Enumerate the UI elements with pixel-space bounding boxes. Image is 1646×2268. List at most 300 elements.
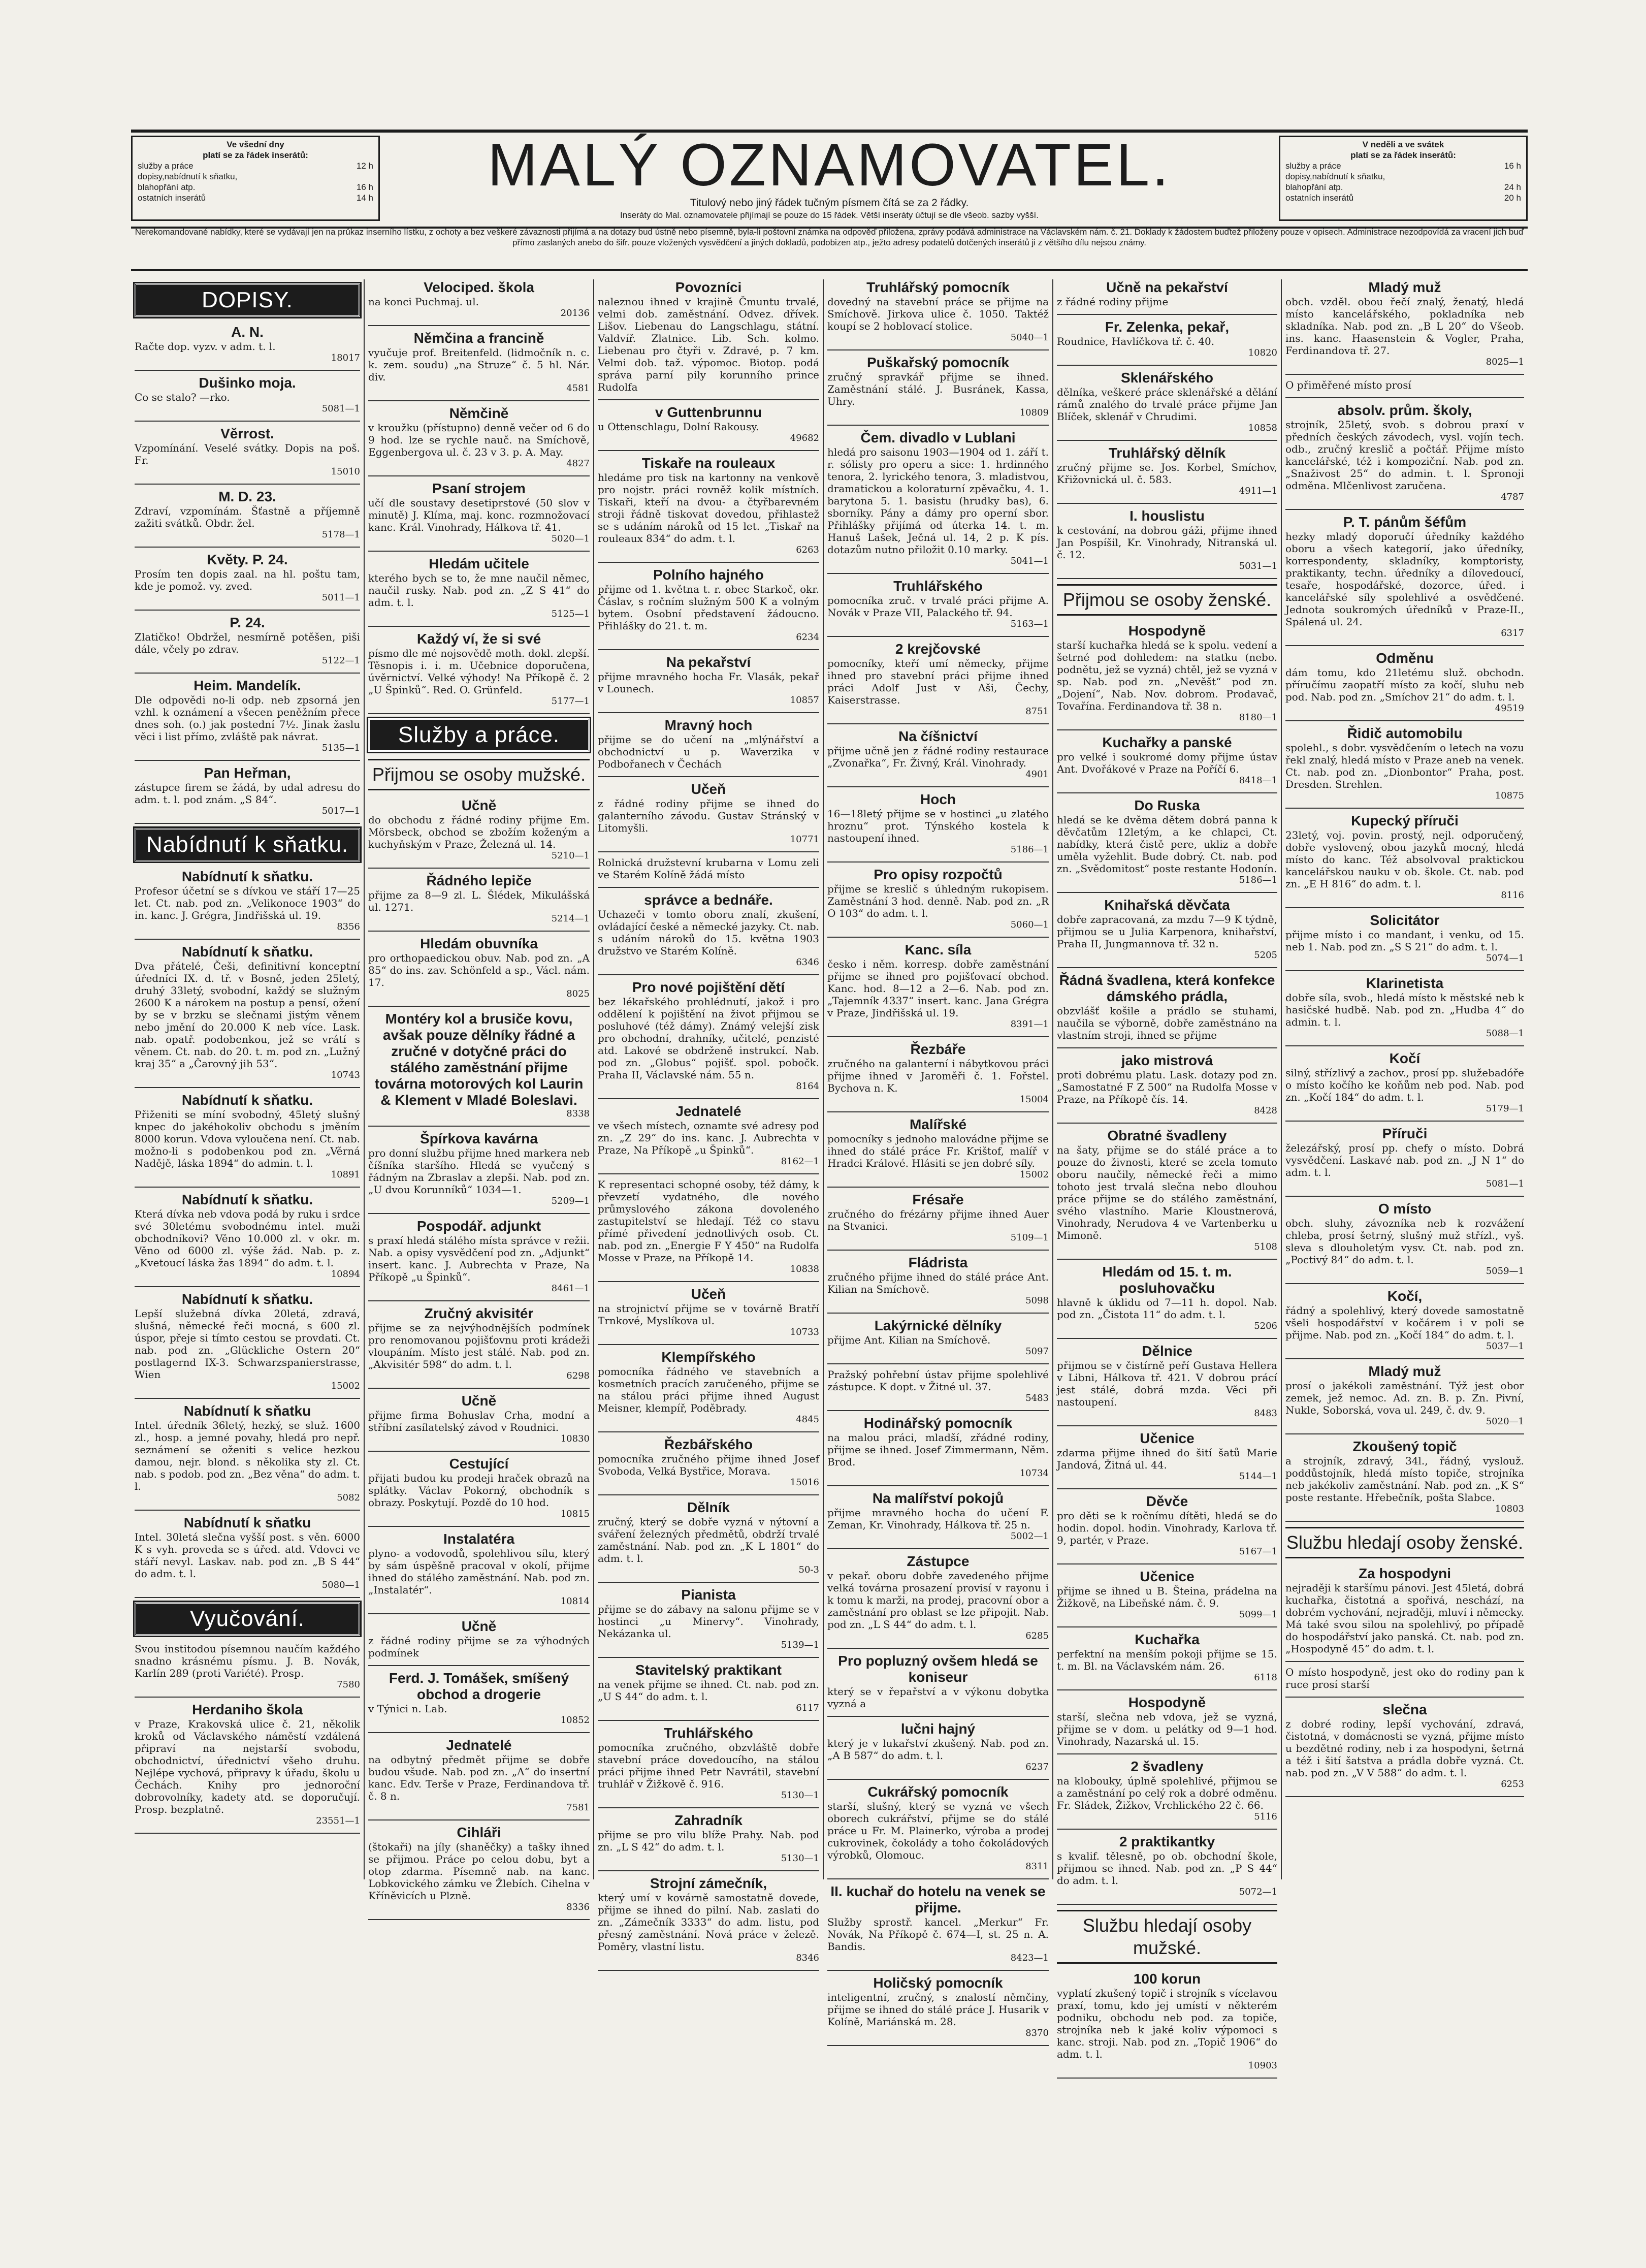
classified-ad bbox=[827, 1553, 1049, 1642]
page-title: MALÝ OZNAMOVATEL. bbox=[487, 132, 1172, 199]
ad-divider bbox=[827, 1878, 1049, 1879]
ad-text: Která dívka neb vdova podá by ruku i srdce své 30letému svobodnému intel. muži obchodníkovi? Věno 10.000 zl. v okr. m. Věno od 6000 zl. výše žád. Nab. p. z. „Kvetoucí láska žas 1894“ do adm. t. l. bbox=[135, 1208, 360, 1269]
ad-divider bbox=[1057, 440, 1277, 441]
ad-heading: Nabídnutí k sňatku. bbox=[181, 944, 313, 960]
ad-heading: Nabídnutí k sňatku bbox=[183, 1403, 311, 1419]
ad-reference-number: 8164 bbox=[796, 1081, 819, 1092]
ad-heading: Truhlářský dělník bbox=[1108, 445, 1226, 461]
classified-ad bbox=[598, 404, 819, 444]
classified-ad bbox=[827, 791, 1049, 855]
ad-divider bbox=[598, 712, 819, 713]
rate-row: ostatních inserátů 14 h bbox=[138, 193, 373, 203]
ad-heading: Na pekařství bbox=[666, 654, 751, 670]
ad-divider bbox=[135, 939, 360, 940]
ad-reference-number: 5167—1 bbox=[1239, 1546, 1277, 1557]
ad-heading: Pianista bbox=[681, 1587, 736, 1603]
ad-reference-number: 5080—1 bbox=[321, 1580, 360, 1590]
ad-heading: Pro nové pojištění dětí bbox=[632, 979, 785, 995]
ad-divider bbox=[1285, 1196, 1524, 1197]
weekday-rate-box bbox=[131, 136, 380, 221]
ad-text: přijme se do zábavy na salonu přijme se v hostinci „u Minervy“. Vinohrady, Nekázanka ul. bbox=[598, 1603, 819, 1640]
ad-heading: Klarinetista bbox=[1366, 975, 1444, 991]
ad-heading: Polního hajného bbox=[653, 567, 764, 583]
ad-reference-number: 7581 bbox=[566, 1802, 590, 1813]
title-block bbox=[395, 134, 1264, 221]
classified-ad bbox=[135, 1192, 360, 1280]
classified-ad bbox=[368, 1670, 590, 1726]
classified-ad bbox=[368, 631, 590, 707]
ad-reference-number: 10894 bbox=[331, 1269, 360, 1280]
ad-reference-number: 4911—1 bbox=[1239, 486, 1277, 496]
ad-text: na odbytný předmět přijme se dobře budou všude. Nab. pod zn. „A“ do insertní kanc. Edv. Terše v Praze, Ferdinandova tř. č. 8 n. bbox=[368, 1753, 590, 1802]
ad-heading: Hospodyně bbox=[1128, 1695, 1206, 1710]
ad-reference-number: 10815 bbox=[560, 1509, 590, 1519]
ad-text: pomocníka řádného ve stavebních a kosmetních pracích zaručeného, přijme se na stálou práci přijme ihned August Meisner, klempíř, Poděbrady. bbox=[598, 1365, 819, 1414]
classified-ad bbox=[135, 765, 360, 817]
ad-divider bbox=[135, 760, 360, 761]
ad-heading: Fládrista bbox=[908, 1255, 968, 1270]
ad-reference-number: 5059—1 bbox=[1486, 1266, 1524, 1276]
classified-ad bbox=[368, 873, 590, 924]
ad-reference-number: 8428 bbox=[1254, 1105, 1277, 1116]
classified-ad bbox=[368, 330, 590, 394]
ad-divider bbox=[598, 1281, 819, 1282]
ad-divider bbox=[598, 649, 819, 650]
ad-heading: slečna bbox=[1382, 1702, 1427, 1717]
ad-text: na klobouky, úplně spolehlivé, přijmou se a zaměstnání po celý rok a dobré odměnu. Fr. Sládek, Žižkov, Vrchlického 22 č. 66. bbox=[1057, 1775, 1277, 1811]
ad-column-3 bbox=[593, 279, 823, 1963]
ad-reference-number: 5099—1 bbox=[1239, 1609, 1277, 1620]
ad-text: přijme Ant. Kilian na Smíchově. bbox=[827, 1334, 991, 1346]
ad-text: v Týnici n. Lab. bbox=[368, 1703, 447, 1715]
classified-ad bbox=[1285, 813, 1524, 901]
ad-heading: Řádná švadlena, která konfekce dámského prádla, bbox=[1059, 972, 1275, 1004]
ad-reference-number: 6263 bbox=[796, 545, 819, 555]
ad-text: vyplatí zkušený topič i strojník s vícelavou praxí, tomu, kdo jej umístí v některém podniku, obchodu neb pod. za topiče, strojníka neb k jaké koliv výpomoci s kanc. stroji. Nab. pod zn. „Topič 1906“ do adm. t. l. bbox=[1057, 1987, 1277, 2060]
ad-heading: Hledám obuvníka bbox=[420, 936, 538, 951]
ad-heading: Řezbářského bbox=[664, 1436, 753, 1452]
ad-divider bbox=[368, 1665, 590, 1666]
ad-text: naleznou ihned v krajině Čmuntu trvalé, velmi dob. zaměstnání. Odvez. dřívek. Lišov. Liebenau do Langschlagu, státní. Valdvíř. Zlatnice. Lib. Sch. kolmo. Liebenau pro čtyři v. Zdravé, p. 7 km. Velmi dob. taž. výpomoc. Biotop. podá správa parní pily korunního prince Rudolfa bbox=[598, 296, 819, 393]
ad-reference-number: 10771 bbox=[790, 834, 819, 845]
ad-heading: Němčina a francině bbox=[413, 330, 544, 346]
ad-text: (štokaři) na jíly (shaněčky) a tašky ihned se přijmou. Práce po celou dobu, byt a otop zdarma. Písemně nab. na kanc. Lobkovického zámku ve Žlebích. Cihelna v Kříněvicích u Plzně. bbox=[368, 1841, 590, 1902]
classified-ad bbox=[827, 430, 1049, 567]
ad-heading: Strojní zámečník, bbox=[650, 1875, 767, 1891]
ad-heading: Špírkova kavárna bbox=[420, 1131, 538, 1146]
ad-heading: Nabídnutí k sňatku. bbox=[181, 1291, 313, 1307]
classified-ad bbox=[1057, 1834, 1277, 1898]
classified-ad bbox=[368, 1531, 590, 1607]
ad-heading: Dělník bbox=[687, 1499, 730, 1515]
classified-ad bbox=[827, 1883, 1049, 1964]
ad-heading: absolv. prům. školy, bbox=[1337, 402, 1472, 418]
classified-ad bbox=[1057, 1569, 1277, 1620]
classified-ad bbox=[1057, 1343, 1277, 1419]
ad-reference-number: 5186—1 bbox=[1010, 844, 1049, 855]
ad-text: přijme učně jen z řádné rodiny restaurace „Zvonařka“, Fr. Živný, Král. Vinohrady. bbox=[827, 745, 1049, 769]
ad-divider bbox=[1057, 1425, 1277, 1426]
classified-ad bbox=[827, 1116, 1049, 1180]
ad-divider bbox=[368, 1213, 590, 1214]
ad-reference-number: 5206 bbox=[1254, 1321, 1277, 1331]
ad-text: hlavně k úklidu od 7—11 h. dopol. Nab. pod zn. „Čistota 11“ do adm. t. l. bbox=[1057, 1296, 1277, 1321]
classified-ad bbox=[598, 979, 819, 1092]
classified-ad bbox=[368, 1737, 590, 1813]
ad-text: přijme se do učení na „mlýnářství a obchodnictví u p. Waverzika v Podbořanech v Čechách bbox=[598, 733, 819, 770]
ad-text: pro velké i soukromé domy přijme ústav Ant. Dvořákové v Praze na Poříčí 6. bbox=[1057, 751, 1277, 775]
ad-reference-number: 6234 bbox=[796, 632, 819, 643]
ad-heading: Učenice bbox=[1140, 1430, 1195, 1446]
section-heading: Přijmou se osoby ženské. bbox=[1057, 584, 1277, 616]
ad-divider bbox=[368, 1613, 590, 1614]
ad-heading: Učně na pekařství bbox=[1106, 279, 1228, 295]
classified-ad bbox=[827, 1368, 1049, 1404]
ad-text: přijme firma Bohuslav Crha, modní a stříbní zasílatelský závod v Roudnici. bbox=[368, 1409, 590, 1433]
ad-reference-number: 5135—1 bbox=[321, 743, 360, 753]
ad-divider bbox=[598, 1807, 819, 1808]
ad-heading: Nabídnutí k sňatku. bbox=[181, 1192, 313, 1207]
classified-ad bbox=[1285, 1666, 1524, 1690]
ad-reference-number: 10830 bbox=[560, 1433, 590, 1444]
ad-heading: 2 praktikantky bbox=[1119, 1834, 1215, 1849]
classified-ad bbox=[368, 405, 590, 469]
ad-divider bbox=[1285, 1661, 1524, 1662]
ad-divider bbox=[598, 1870, 819, 1871]
classified-ad bbox=[827, 1415, 1049, 1479]
ad-reference-number: 8391—1 bbox=[1010, 1019, 1049, 1030]
ad-heading: Řezbáře bbox=[910, 1041, 966, 1057]
ad-divider bbox=[1285, 1121, 1524, 1122]
ad-reference-number: 6298 bbox=[566, 1370, 590, 1381]
ad-text: Lepší služebná dívka 20letá, zdravá, slušná, německé řeči mocná, s 600 zl. úspor, přeje si tímto cestou se provdati. Ct. nab. pod zn. „Glückliche Ostern 20“ postlagernd IX-3. Schwarzspanierstrasse, Wien bbox=[135, 1307, 360, 1381]
ad-reference-number: 20136 bbox=[560, 308, 590, 318]
ad-reference-number: 8338 bbox=[566, 1108, 590, 1119]
ad-column-5 bbox=[1052, 279, 1281, 2071]
ad-reference-number: 6346 bbox=[796, 957, 819, 968]
ad-text: dobře zapracovaná, za mzdu 7—9 K týdně, přijmou se u Julia Karpenora, knihařství, Praha II, Jungmannova tř. 32 n. bbox=[1057, 913, 1277, 950]
ad-divider bbox=[598, 776, 819, 777]
ad-heading: Učně bbox=[461, 797, 497, 813]
ad-reference-number: 5483 bbox=[1025, 1393, 1049, 1403]
ad-divider bbox=[1057, 503, 1277, 504]
ad-reference-number: 5040—1 bbox=[1010, 332, 1049, 343]
ad-divider bbox=[1057, 365, 1277, 366]
classified-ad bbox=[598, 1349, 819, 1425]
ad-reference-number: 8162—1 bbox=[781, 1156, 819, 1167]
ad-text: hezky mladý doporučí úředníky každého oboru a všech kategorií, jako úředníky, korrespondenty, skladníky, komptoristy, praktikanty, techn. úředníky a dílovedoucí, tesaře, hospodářské, dozorce, úřed. i kancelářské síly spolehlivé a osvědčené. Jednota soukromých úředníků v Praze-II., Spálená ul. 24. bbox=[1285, 530, 1524, 628]
ad-divider bbox=[368, 1819, 590, 1820]
classified-ad bbox=[368, 797, 590, 861]
classified-ad bbox=[135, 426, 360, 477]
ad-reference-number: 10814 bbox=[560, 1596, 590, 1607]
ad-divider bbox=[135, 1510, 360, 1511]
ad-text: Co se stalo? —rko. bbox=[135, 391, 230, 403]
classified-ad bbox=[1285, 975, 1524, 1039]
ad-heading: Nabídnutí k sňatku. bbox=[181, 869, 313, 884]
rate-row: blahopřání atp. 24 h bbox=[1285, 182, 1521, 192]
ad-heading: Učně bbox=[461, 1393, 497, 1409]
ad-text: O místo hospodyně, jest oko do rodiny pan k ruce prosí starší bbox=[1285, 1666, 1524, 1690]
ad-text: Intel. úředník 36letý, hezký, se služ. 1600 zl., hosp. a jemné povahy, hledá pro nepř. seznámení se oženiti s velice hezkou damou, nejr. blond. s několika sty zl. Ct. nab. s podob. pod zn. „Bez věna“ do adm. t. l. bbox=[135, 1419, 360, 1492]
ad-reference-number: 6237 bbox=[1025, 1762, 1049, 1772]
rate-row: ostatních inserátů 20 h bbox=[1285, 193, 1521, 203]
ad-text: perfektní na menším pokoji přijme se 15. t. m. Bl. na Václavském nám. 26. bbox=[1057, 1648, 1277, 1672]
ad-text: na malou práci, mladší, zřádné rodiny, přijme se ihned. Josef Zimmermann, Něm. Brod. bbox=[827, 1431, 1049, 1468]
ad-text: pro donní službu přijme hned markera neb číšníka staršího. Hledá se vyučený s řádným na Zbraslav a zlepši. Nab. pod zn. „U dvou Korunníků“ 1034—1. bbox=[368, 1147, 590, 1196]
ad-divider bbox=[1285, 1358, 1524, 1359]
ad-reference-number: 6317 bbox=[1501, 628, 1524, 638]
ad-reference-number: 5017—1 bbox=[321, 806, 360, 816]
ad-divider bbox=[135, 1187, 360, 1188]
classified-ad bbox=[1057, 1493, 1277, 1557]
ad-heading: Věrrost. bbox=[220, 426, 274, 441]
ad-reference-number: 8356 bbox=[337, 921, 360, 932]
classified-ad bbox=[1057, 1264, 1277, 1332]
ad-divider bbox=[827, 723, 1049, 724]
ad-heading: Nabídnutí k sňatku. bbox=[181, 1092, 313, 1108]
classified-ad bbox=[1057, 1695, 1277, 1747]
ad-text: pro děti se k ročnímu dítěti, hledá se do hodin. dopol. hodin. Vinohrady, Karlova tř. 9, partér, v Praze. bbox=[1057, 1510, 1277, 1546]
ad-text: Služby sprostř. kancel. „Merkur“ Fr. Novák, Na Příkopě č. 674—I, st. 25 n. A. Bandis. bbox=[827, 1916, 1049, 1953]
rate-row: blahopřání atp. 16 h bbox=[138, 182, 373, 192]
ad-reference-number: 10857 bbox=[790, 695, 819, 706]
ad-divider bbox=[1285, 720, 1524, 721]
ad-heading: Frésaře bbox=[912, 1192, 964, 1207]
ad-divider bbox=[1057, 1829, 1277, 1830]
ad-divider bbox=[368, 1006, 590, 1007]
ad-text: Pražský pohřební ústav přijme spolehlivé zástupce. K dopt. v Žitné ul. 37. bbox=[827, 1368, 1049, 1393]
classified-ad bbox=[135, 944, 360, 1081]
ad-divider bbox=[1057, 967, 1277, 968]
ad-divider bbox=[598, 1494, 819, 1495]
classified-ad bbox=[598, 1662, 819, 1714]
rate-heading: V neděli a ve svátek bbox=[1362, 140, 1444, 149]
ad-divider bbox=[1285, 1283, 1524, 1284]
ad-heading: Psaní strojem bbox=[432, 481, 526, 496]
classified-ad bbox=[368, 936, 590, 1000]
ad-heading: Truhlářský pomocník bbox=[866, 279, 1010, 295]
ad-heading: Instalatéra bbox=[443, 1531, 515, 1547]
ad-heading: Děvče bbox=[1146, 1493, 1188, 1509]
classified-ad bbox=[598, 892, 819, 968]
ad-heading: v Guttenbrunnu bbox=[655, 404, 762, 420]
ad-text: na strojnictví přijme se v továrně Bratří Trnkové, Myslíkova ul. bbox=[598, 1302, 819, 1327]
ad-reference-number: 10903 bbox=[1248, 2060, 1277, 2071]
ad-reference-number: 5081—1 bbox=[1486, 1178, 1524, 1189]
ad-heading: Kupecký příruči bbox=[1351, 813, 1459, 828]
classified-ad bbox=[368, 1011, 590, 1120]
ad-divider bbox=[1285, 970, 1524, 971]
ad-heading: 2 krejčovské bbox=[895, 641, 981, 657]
classified-ad bbox=[135, 1702, 360, 1827]
ad-divider bbox=[368, 931, 590, 932]
ad-text: Intel. 30letá slečna vyšší post. s věn. 6000 K s vyh. proveda se s úřed. atd. Vdovci ve stáří nevyl. Laskav. nab. pod zn. „B S 44“ do adm. t. l. bbox=[135, 1531, 360, 1580]
ad-heading: O místo bbox=[1378, 1201, 1432, 1217]
classified-ad bbox=[827, 1318, 1049, 1357]
ad-text: prosí o jakékoli zaměstnání. Týž jest obor zemek, jež nemoc. Ad. zn. B. p. Zn. Pivní, Nukle, Soborská, vova ul. 249, č. dv. 9. bbox=[1285, 1380, 1524, 1416]
ad-divider bbox=[368, 1919, 590, 1920]
ad-heading: Fr. Zelenka, pekař, bbox=[1105, 319, 1230, 335]
ad-column-4 bbox=[823, 279, 1052, 2038]
classified-ad bbox=[827, 279, 1049, 343]
classified-ad bbox=[598, 1587, 819, 1651]
ad-reference-number: 5020—1 bbox=[1486, 1416, 1524, 1427]
ad-reference-number: 7580 bbox=[337, 1679, 360, 1690]
ad-divider bbox=[368, 400, 590, 401]
ad-reference-number: 5209—1 bbox=[551, 1196, 590, 1206]
ad-divider bbox=[135, 1697, 360, 1698]
ad-text: proti dobrému platu. Lask. dotazy pod zn. „Samostatné F Z 500“ na Rudolfa Mosse v Praze, na Příkopě čís. 14. bbox=[1057, 1069, 1277, 1105]
ad-heading: Hledám učitele bbox=[429, 556, 529, 571]
classified-ad bbox=[827, 1041, 1049, 1105]
ad-reference-number: 8346 bbox=[796, 1953, 819, 1963]
classified-ad bbox=[598, 1286, 819, 1338]
ad-heading: Mladý muž bbox=[1368, 1363, 1441, 1379]
ad-reference-number: 10852 bbox=[560, 1715, 590, 1726]
ad-divider bbox=[1285, 1697, 1524, 1698]
ad-heading: Kuchařky a panské bbox=[1102, 734, 1232, 750]
classified-ad bbox=[598, 1436, 819, 1488]
classified-ad bbox=[1285, 1702, 1524, 1790]
ad-text: přijme od 1. května t. r. obec Starkoč, okr. Čáslav, s ročním služným 500 K a volným bytem. Osobní představení žádoucno. Přihlášky do 21. t. m. bbox=[598, 583, 819, 632]
administration-notice: Nerekomandované nabídky, které se vydávají jen na průkaz inserního lístku, z ochoty a bez veškeré závaznosti přijímá a na dotazy bud ústně nebo písemně, byla-li poštovní známka na odpověď přiložena, zprávy podává administrace na Václavském nám. č. 21. Doklady k žádostem buďtež přiloženy pouze v opisech. Administrace nezodpovídá za vracení jich buď přímo zaslaných anebo do šifr. pouze vložených vysvědčení a jiných dokladů, podobizen atp., ježto adresy podatelů dotčených inserátů ji z většího dílu nejsou známy. bbox=[131, 227, 1528, 271]
ad-divider bbox=[368, 1126, 590, 1127]
section-heading: Přijmou se osoby mužské. bbox=[368, 759, 590, 790]
classified-ad bbox=[1057, 797, 1277, 886]
ad-text: zručného na galanterní i nábytkovou práci přijme ihned v Jaroměři č. 1. Fořstel. Bychova n. K. bbox=[827, 1058, 1049, 1094]
classified-ad bbox=[135, 615, 360, 666]
ad-divider bbox=[135, 1286, 360, 1287]
ad-text: hledáme pro tisk na kartonny na venkově pro nojstr. práci rovněž kolik místních. Tiskaři, kteří na dvou- a čtyřbarevném stroji řádně tiskovat dovedou, přihlastež se s udáním nároků od 15 let. „Tiskař na rouleaux 834“ do adm. t. l. bbox=[598, 471, 819, 545]
ad-text: zručného přijme ihned do stálé práce Ant. Kilian na Smíchově. bbox=[827, 1271, 1049, 1295]
ad-reference-number: 5177—1 bbox=[551, 696, 590, 707]
ad-text: Dva přátelé, Češi, definitivní konceptní úředníci IX. d. tř. v Bosně, jeden 25letý, druhý 33letý, svobodní, každý se služným 2600 K a nárokem na postup a pensí, ožení by se v brzku se slečnami jistým věnem nebo jmění do 20.000 K neb více. Lask. nab. opatř. podobenkou, jež se vrátí s věnem. Ct. nab. do 20. t. m. pod zn. „Lužný kraj 35“ a „Čarovný jih 53“. bbox=[135, 960, 360, 1070]
ad-heading: Květy. P. 24. bbox=[207, 552, 288, 567]
ad-text: ve všech místech, oznamte své adresy pod zn. „Z 29“ do ins. kanc. J. Aubrechta v Praze, Na Příkopě „u Špinků“. bbox=[598, 1120, 819, 1156]
ad-text: spolehl., s dobr. vysvědčením o letech na vozu řekl znalý, hledá místo v Praze aneb na venek. Ct. nab. pod zn. „Dionbontor“ Praha, post. Dresden. Strehlen. bbox=[1285, 742, 1524, 790]
ad-text: K representaci schopné osoby, též dámy, k převzetí vydatného, dle nového průmyslového zákona dovoleného zastupitelství se hledají. Též co stavu přímé přivedení jednotlivých osob. Ct. nab. pod zn. „Energie F Y 450“ na Rudolfa Mosse v Praze, na Příkopě 14. bbox=[598, 1178, 819, 1264]
classified-ad bbox=[368, 481, 590, 545]
classified-ad bbox=[827, 867, 1049, 931]
ad-divider bbox=[368, 1526, 590, 1527]
section-banner: DOPISY. bbox=[135, 283, 360, 317]
ad-text: Uchazeči v tomto oboru znalí, zkušení, ovládající české a německé jazyky. Ct. nab. s udáním nároků do 15. května 1903 družstvo ve Starém Kolíně. bbox=[598, 908, 819, 957]
classified-ad bbox=[135, 1291, 360, 1392]
ad-heading: Učně bbox=[461, 1618, 497, 1634]
ad-reference-number: 5097 bbox=[1025, 1346, 1049, 1357]
ad-divider bbox=[1285, 1521, 1524, 1522]
ad-divider bbox=[827, 1410, 1049, 1411]
ad-divider bbox=[1057, 2078, 1277, 2079]
ad-text: Svou institodou písemnou naučím každého snadno krásnému písmu. J. B. Novák, Karlín 289 (proti Variété). Prosp. bbox=[135, 1643, 360, 1679]
ad-reference-number: 8418—1 bbox=[1239, 775, 1277, 786]
classified-ad bbox=[1057, 370, 1277, 434]
ad-heading: Na číšnictví bbox=[898, 728, 978, 744]
ad-heading: Heim. Mandelík. bbox=[193, 678, 301, 693]
rate-row: dopisy,nabídnutí k sňatku, bbox=[1285, 172, 1385, 181]
ad-text: bez lékařského prohlédnutí, jakož i pro oddělení k pojištění na život přijmou se posluhové (též dámy). Známý velejší zisk pro obchodní, drahníky, učitelé, penzisté atd. Lakové se obdrženě instrukcí. Nab. pod zn. „Globus“ pojišť. spol. pobočk. Praha II, Václavské nám. 55 n. bbox=[598, 996, 819, 1081]
classified-ad bbox=[598, 1875, 819, 1964]
ad-reference-number: 10733 bbox=[790, 1327, 819, 1337]
ad-divider bbox=[135, 1087, 360, 1088]
ad-divider bbox=[368, 1732, 590, 1733]
ad-text: pomocníka zručného, obzvláště dobře stavební práce dovedoucího, na stálou práci přijme ihned Petr Navrátil, stavební truhlář v Žižkově č. 916. bbox=[598, 1741, 819, 1790]
ad-divider bbox=[598, 974, 819, 975]
ad-divider bbox=[1057, 1123, 1277, 1124]
classified-ad bbox=[135, 1403, 360, 1504]
ad-divider bbox=[827, 1779, 1049, 1780]
ad-divider bbox=[1057, 1259, 1277, 1260]
ad-heading: Kuchařka bbox=[1135, 1632, 1200, 1647]
ad-divider bbox=[1057, 1753, 1277, 1754]
ad-heading: správce a bednáře. bbox=[644, 892, 773, 908]
ad-reference-number: 5125—1 bbox=[551, 609, 590, 619]
ad-divider bbox=[1057, 729, 1277, 730]
classified-ad bbox=[1057, 972, 1277, 1041]
ad-divider bbox=[1057, 892, 1277, 893]
ad-text: z řádné rodiny přijme se ihned do galanterního závodu. Gustav Stránský v Litomyšli. bbox=[598, 797, 819, 834]
classified-ad bbox=[598, 654, 819, 706]
ad-heading: Zručný akvisitér bbox=[424, 1305, 534, 1321]
classified-ad bbox=[1057, 1128, 1277, 1253]
ad-divider bbox=[135, 1597, 360, 1598]
section-banner: Nabídnutí k sňatku. bbox=[135, 828, 360, 861]
ad-reference-number: 10858 bbox=[1248, 423, 1277, 433]
ad-text: Přiženiti se míní svobodný, 45letý slušný knpec do jakéhokoliv obchodu s jměním 8000 korun. Vdova vyloučena není. Ct. nab. možno-li s podobenkou pod zn. „Věrná Nadějě, láska 1894“ do admin. t. l. bbox=[135, 1108, 360, 1169]
ad-heading: Učenice bbox=[1140, 1569, 1195, 1584]
ad-heading: jako mistrová bbox=[1121, 1052, 1213, 1068]
section-heading: Službu hledají osoby ženské. bbox=[1285, 1527, 1524, 1558]
classified-ad bbox=[827, 1975, 1049, 2039]
ad-heading: Na malířství pokojů bbox=[872, 1490, 1004, 1506]
ad-reference-number: 5178—1 bbox=[321, 529, 360, 540]
section-banner: Služby a práce. bbox=[368, 718, 590, 752]
ad-divider bbox=[1285, 645, 1524, 646]
ad-reference-number: 5074—1 bbox=[1486, 953, 1524, 964]
ad-reference-number: 23551—1 bbox=[316, 1815, 360, 1826]
ad-heading: Jednatelé bbox=[675, 1103, 741, 1119]
ad-text: silný, střízlivý a zachov., prosí pp. služebadóře o místo kočího ke koňům neb pod. Nab. pod zn. „Kočí 184“ do adm. t. l. bbox=[1285, 1067, 1524, 1103]
ad-text: v kroužku (přístupno) denně večer od 6 do 9 hod. lze se rychle nauč. na Smíchově, Eggenbergova ul. č. 23 v 3. p. A. May. bbox=[368, 422, 590, 458]
classified-ad bbox=[827, 1255, 1049, 1306]
ad-reference-number: 5109—1 bbox=[1010, 1232, 1049, 1243]
ad-divider bbox=[827, 573, 1049, 574]
ad-divider bbox=[827, 2045, 1049, 2046]
ad-reference-number: 4845 bbox=[796, 1414, 819, 1425]
classified-ad bbox=[1285, 1050, 1524, 1114]
ad-divider bbox=[368, 475, 590, 476]
classified-ad bbox=[598, 781, 819, 845]
ad-divider bbox=[598, 1970, 819, 1971]
ad-divider bbox=[1057, 1563, 1277, 1564]
classified-ad bbox=[827, 1784, 1049, 1872]
ad-reference-number: 6285 bbox=[1025, 1631, 1049, 1641]
ad-heading: Hledám od 15. t. m. posluhovačku bbox=[1102, 1264, 1232, 1296]
ad-divider bbox=[368, 325, 590, 326]
ad-divider bbox=[1057, 1626, 1277, 1627]
ad-text: přijme mravného hocha do učení F. Zeman, Kr. Vinohrady, Hálkova tř. 25 n. bbox=[827, 1507, 1049, 1531]
ad-text: pomocníka zruč. v trvalé práci přijme A. Novák v Praze VII, Palackého tř. 94. bbox=[827, 594, 1049, 619]
ad-heading: Truhlářského bbox=[893, 578, 983, 594]
ad-reference-number: 5108 bbox=[1254, 1241, 1277, 1252]
ad-divider bbox=[598, 1344, 819, 1345]
classified-ad bbox=[135, 489, 360, 540]
ad-text: a strojník, zdravý, 34l., řádný, vyslouž. poddůstojník, hledá místo topiče, strojníka neb jakékoliv zaměstnání. Nab. pod zn. „K S“ poste restante. Hřebečník, pošta Slabce. bbox=[1285, 1455, 1524, 1504]
classified-ad bbox=[827, 1192, 1049, 1243]
ad-text: obch. sluhy, závozníka neb k rozvážení chleba, prosí šetrný, slušný muž střízl., vyš. sleva s dlouholetým vysv. Ct. nab. pod zn. „Poctivý 84“ do adm. t. l. bbox=[1285, 1217, 1524, 1266]
ad-divider bbox=[1057, 1338, 1277, 1339]
